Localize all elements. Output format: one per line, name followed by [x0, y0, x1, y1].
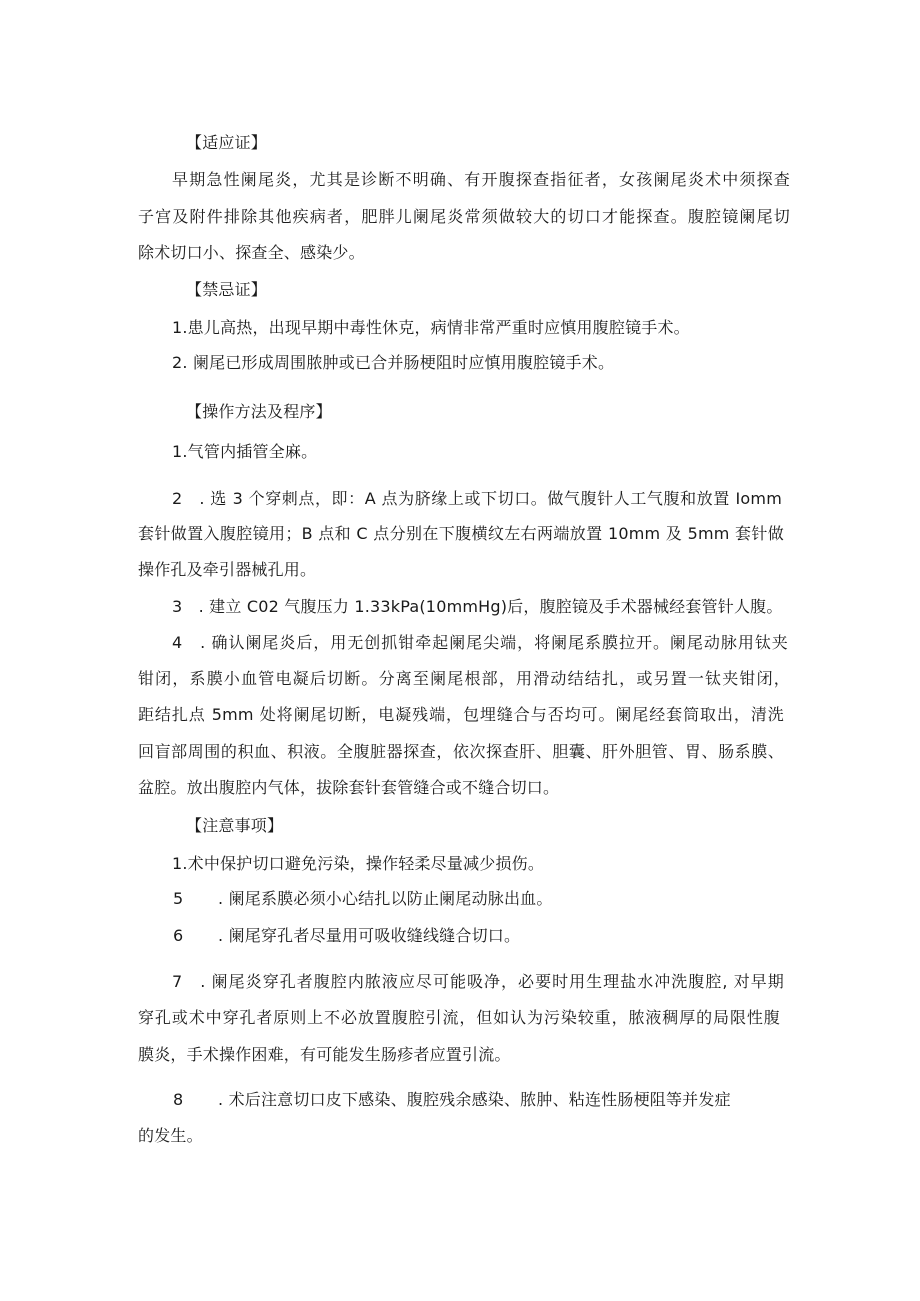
list-item: 7 . 阑尾炎穿孔者腹腔内脓液应尽可能吸净，必要时用生理盐水冲洗腹腔, 对早期	[172, 972, 784, 991]
list-item: . 阑尾穿孔者尽量用可吸收缝线缝合切口。	[218, 926, 521, 945]
list-item: 2. 阑尾已形成周围脓肿或已合并肠梗阻时应慎用腹腔镜手术。	[172, 353, 615, 372]
section-title-notes: 【注意事项】	[186, 816, 284, 835]
list-item: 4 . 确认阑尾炎后，用无创抓钳牵起阑尾尖端，将阑尾系膜拉开。阑尾动脉用钛夹	[172, 633, 788, 652]
paragraph-line: 的发生。	[138, 1126, 203, 1145]
section-title-indications: 【适应证】	[186, 133, 268, 152]
paragraph-line: 膜炎，手术操作困难，有可能发生肠疹者应置引流。	[138, 1045, 511, 1064]
list-item: 2 . 选 3 个穿刺点，即：A 点为脐缘上或下切口。做气腹针人工气腹和放置 Iomm	[172, 489, 782, 508]
paragraph-line: 钳闭，系膜小血管电凝后切断。分离至阑尾根部，用滑动结结扎，或另置一钛夹钳闭，	[138, 669, 790, 688]
list-number: 6	[173, 926, 184, 945]
list-item: 3 . 建立 C02 气腹压力 1.33kPa(10mmHg)后，腹腔镜及手术器械经套管针人腹。	[172, 597, 783, 616]
paragraph-line: 子宫及附件排除其他疾病者，肥胖儿阑尾炎常须做较大的切口才能探查。腹腔镜阑尾切	[138, 207, 790, 226]
list-number: 5	[173, 889, 184, 908]
section-title-contraindications: 【禁忌证】	[186, 280, 268, 299]
paragraph-line: 除术切口小、探查全、感染少。	[138, 243, 365, 262]
paragraph-line: 操作孔及牵引器械孔用。	[138, 560, 317, 579]
paragraph-line: 穿孔或术中穿孔者原则上不必放置腹腔引流，但如认为污染较重，脓液稠厚的局限性腹	[138, 1008, 780, 1027]
list-item: . 阑尾系膜必须小心结扎以防止阑尾动脉出血。	[218, 889, 553, 908]
paragraph-line: 距结扎点 5mm 处将阑尾切断，电凝残端，包埋缝合与否均可。阑尾经套筒取出，清洗	[138, 705, 784, 724]
list-number: 8	[173, 1090, 184, 1109]
paragraph-line: 盆腔。放出腹腔内气体，拔除套针套管缝合或不缝合切口。	[138, 778, 560, 797]
paragraph-line: 回盲部周围的积血、积液。全腹脏器探查，依次探查肝、胆囊、肝外胆管、胃、肠系膜、	[138, 742, 784, 761]
paragraph-line: 套针做置入腹腔镜用；B 点和 C 点分别在下腹横纹左右两端放置 10mm 及 5mm 套针做	[138, 524, 784, 543]
list-item: 1.术中保护切口避免污染，操作轻柔尽量减少损伤。	[172, 854, 545, 873]
paragraph-line: 早期急性阑尾炎，尤其是诊断不明确、有开腹探查指征者，女孩阑尾炎术中须探查	[172, 170, 790, 189]
section-title-procedure: 【操作方法及程序】	[186, 402, 332, 421]
list-item: . 术后注意切口皮下感染、腹腔残余感染、脓肿、粘连性肠梗阻等并发症	[218, 1090, 731, 1109]
list-item: 1.气管内插管全麻。	[172, 442, 318, 461]
list-item: 1.患儿高热，出现早期中毒性休克，病情非常严重时应慎用腹腔镜手术。	[172, 318, 690, 337]
